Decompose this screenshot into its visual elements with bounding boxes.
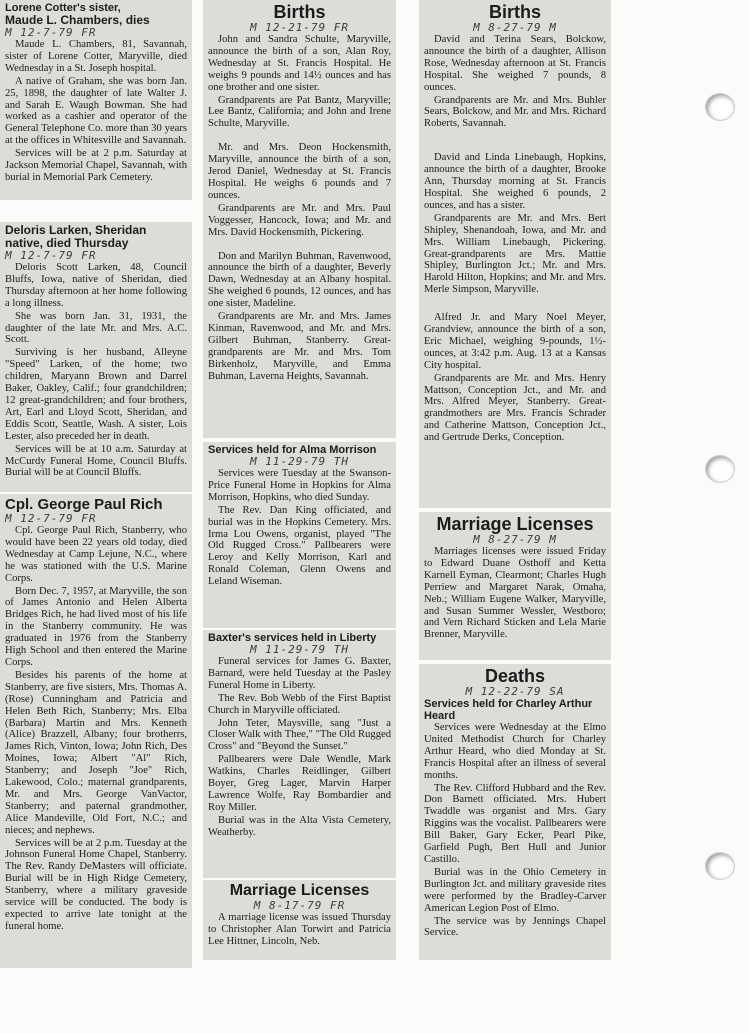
clipping-births-december — [203, 0, 396, 438]
paragraph: The service was by Jennings Chapel Service. — [424, 915, 606, 939]
clipping-headline: Baxter's services held in Liberty — [208, 632, 377, 644]
clipping-births-august — [419, 0, 611, 508]
paragraph: John and Sandra Schulte, Maryville, announce the birth of a son, Alan Roy, Wednesday at St. Francis Hospital. He weighs 9 pounds and 14½ ounces and has one brother and one sister. — [208, 34, 391, 93]
paragraph: David and Linda Linebaugh, Hopkins, announce the birth of a daughter, Brooke Ann, Thursday morning at St. Francis Hospital. She weighed 6 pounds, 2 ounces, and has a sister. — [424, 152, 606, 211]
paragraph: Services were Tuesday at the Swanson-Price Funeral Home in Hopkins for Alma Morrison, Hopkins, who died Sunday. — [208, 468, 391, 503]
clipping-headline: Marriage Licenses — [436, 514, 594, 534]
paragraph: Burial was in the Alta Vista Cemetery, Weatherby. — [208, 814, 391, 838]
paragraph: She was born Jan. 31, 1931, the daughter of the late Mr. and Mrs. A.C. Scott. — [5, 310, 187, 346]
clipping-headline: Maude L. Chambers, dies — [5, 13, 150, 27]
clipping-kicker: Lorene Cotter's sister, — [5, 2, 121, 14]
paragraph: Burial was in the Ohio Cemetery in Burlington Jct. and military graveside rites were performed by the Bradley-Carver American Legion Post of Elmo. — [424, 866, 606, 914]
clipping-rich-obituary — [0, 494, 192, 968]
paragraph: Besides his parents of the home at Stanberry, are five sisters, Mrs. Thomas A. (Rose) Cunningham and Patricia and Helen Beth Rich, Stanberry; Mrs. Elba (Barbara) Martin and Mrs. Kenneth (Alice) Brazzell, Albany; four brotherrs, James Rich, Vinton, Iowa; John Rich, Des Moines, Iowa; Albert "Al" Rich, Stanberry; and Joseph "Joe" Rich, Lakewood, Colo.; maternal grandparents, Mr. and Mrs. George VanVactor, Stanberry; and paternal grandmother, Alice Mandeville, Old Fort, N.C.; and nieces; and nephews. — [5, 669, 187, 836]
clipping-subheadline: Services held for Charley Arthur Heard — [424, 698, 593, 722]
clipping-headline: Cpl. George Paul Rich — [5, 496, 163, 513]
handwritten-date: M 12-7-79 FR — [5, 512, 97, 525]
paragraph: John Teter, Maysville, sang "Just a Closer Walk with Thee," "The Old Rugged Cross" and "Beyond the Sunset." — [208, 717, 391, 753]
handwritten-date: M 12-7-79 FR — [5, 249, 97, 262]
paragraph: Maude L. Chambers, 81, Savannah, sister of Lorene Cotter, Maryville, died Wednesday in a St. Joseph hospital. — [5, 39, 187, 74]
binder-hole-bottom — [705, 852, 735, 880]
paragraph: Services will be at 10 a.m. Saturday at McCurdy Funeral Home, Council Bluffs. Burial will be at Council Bluffs. — [5, 443, 187, 479]
paragraph: Grandparents are Mr. and Mrs. Buhler Sears, Bolckow, and Mr. and Mrs. Richard Roberts, Savannah. — [424, 94, 606, 130]
paragraph: David and Terina Sears, Bolckow, announce the birth of a daughter, Allison Rose, Wednesday afternoon at St. Francis Hospital. She weighed 7 pounds, 8 ounces. — [424, 34, 606, 93]
paragraph: Services will be at 2 p.m. Tuesday at the Johnson Funeral Home Chapel, Stanberry. The Rev. Randy DeMasters will officiate. Burial will be in High Ridge Cemetery, Stanberry, where a military graveside service will be conducted. The body is expected to arrive late tonight at the funeral home. — [5, 837, 187, 932]
paragraph: Born Dec. 7, 1957, at Maryville, the son of James Antonio and Helen Alberta Bridges Rich, he had lived most of his life in the Stanberry community. He was graduated in 1976 from the Stanberry High School and then entered the Marine Corps. — [5, 585, 187, 668]
paragraph: Grandparents are Pat Bantz, Maryville; Lee Bantz, California; and John and Irene Schulte, Maryville. — [208, 94, 391, 130]
clipping-headline: Marriage Licenses — [229, 882, 370, 899]
binder-hole-middle — [705, 455, 735, 483]
clipping-larken-obituary — [0, 222, 192, 492]
handwritten-date: M 8-27-79 M — [473, 533, 557, 546]
paragraph: Grandparents are Mr. and Mrs. Bert Shipley, Shenandoah, Iowa, and Mr. and Mrs. William Linebaugh, Pickering. Great-grandparents are Mrs. Mattie Shipley, Burlington Jct.; Mr. and Mrs. Harold Hilton, Hopkins; and Mr. and Mrs. Merle Simpson, Maryville. — [424, 212, 606, 296]
paragraph: The Rev. Clifford Hubbard and the Rev. Don Barnett officiated. Mrs. Hubert Twaddle was organist and Mrs. Gary Riggins was the vocalist. Pallbearers were Bill Baker, Gary Ecker, Pearl Pike, Garfield Pugh, Bert Hull and Junior Castillo. — [424, 782, 606, 865]
paragraph: Deloris Scott Larken, 48, Council Bluffs, Iowa, native of Sheridan, died Thursday afternoon at her home following a long illness. — [5, 262, 187, 309]
paragraph: Surviving is her husband, Alleyne "Speed" Larken, of the home; two children, Maryann Brown and Darrel Baker, Oakley, Calif.; four grandchildren; 12 great-grandchildren; and four brothers, Art, Earl and Lloyd Scott, Sheridan, and Eddis Scott, Seattle, Wash. A sister, Lois Lester, also preceded her in death. — [5, 347, 187, 442]
handwritten-date: M 11-29-79 TH — [249, 455, 350, 468]
handwritten-date: M 12-21-79 FR — [249, 21, 350, 34]
handwritten-date: M 8-27-79 M — [473, 21, 557, 34]
paragraph: Mr. and Mrs. Deon Hockensmith, Maryville, announce the birth of a son, Jerod Daniel, Wednesday at St. Francis Hospital. He weighs 6 pounds and 7 ounces. — [208, 142, 391, 201]
paragraph: The Rev. Bob Webb of the First Baptist Church in Maryville officiated. — [208, 692, 391, 716]
paragraph: Marriages licenses were issued Friday to Edward Duane Osthoff and Ketta Karnell Eyman, Clearmont; Charles Hugh Perriew and Margaret Narak, Omaha, Neb.; William Eugene Walker, Maryville, and Susan Summer Wessler, Westboro; and Vern Richard Sticken and Lela Marie Brenner, Maryville. — [424, 546, 606, 641]
clipping-headline: Deloris Larken, Sheridan native, died Thursday — [5, 223, 147, 250]
clipping-chambers-obituary — [0, 0, 192, 200]
clipping-headline: Births — [273, 2, 326, 22]
paragraph: Grandparents are Mr. and Mrs. James Kinman, Ravenwood, and Mr. and Mrs. Gilbert Buhman, Stanberry. Great-grandparents are Mr. and Mrs. Tom Birkenholz, Maryville, and Emma Buhman, Laverna Heights, Savannah. — [208, 311, 391, 382]
paragraph: A native of Graham, she was born Jan. 25, 1898, the daughter of late Walter J. and Sarah E. Waugh Bowman. She had worked as a cashier and operator of the General Telephone Co. more than 30 years at the offices in Whitesville and Savannah. — [5, 75, 187, 147]
paragraph: The Rev. Dan King officiated, and burial was in the Hopkins Cemetery. Mrs. Irma Lou Owens, organist, played "The Old Rugged Cross." Pallbearers were Leroy and Kelly Morrison, Karl and Ronald Coleman, Glenn Owens and Leland Wiseman. — [208, 504, 391, 588]
paragraph: A marriage license was issued Thursday to Christopher Alan Torwirt and Patricia Lee Hittner, Lincoln, Neb. — [208, 912, 391, 947]
clipping-headline: Services held for Alma Morrison — [208, 444, 377, 456]
paragraph: Services were Wednesday at the Elmo United Methodist Church for Charley Arthur Heard, who died Monday at St. Francis Hospital after an illness of several months. — [424, 722, 606, 781]
clipping-headline: Births — [488, 2, 541, 22]
clipping-marriage-licenses-august-17 — [203, 880, 396, 960]
handwritten-date: M 11-29-79 TH — [249, 643, 350, 656]
paragraph: Don and Marilyn Buhman, Ravenwood, announce the birth of a daughter, Beverly Dawn, Wednesday at an Albany hospital. She weighed 6 pounds, 12 ounces, and has one sister, Madeline. — [208, 250, 391, 310]
paragraph: Grandparents are Mr. and Mrs. Henry Mattson, Conception Jct., and Mr. and Mrs. Alfred Meyer, Stanberry. Great-grandmothers are Mrs. Francis Schrader and Catherine Mattson, Conception Jct., and Gertrude Derks, Conception. — [424, 372, 606, 444]
paragraph: Grandparents are Mr. and Mrs. Paul Voggesser, Hancock, Iowa; and Mr. and Mrs. David Hockensmith, Pickering. — [208, 202, 391, 238]
paragraph: Cpl. George Paul Rich, Stanberry, who would have been 22 years old today, died Wednesday at Camp Lejune, N.C., where he was stationed with the U.S. Marine Corps. — [5, 525, 187, 584]
clipping-baxter-services — [203, 630, 396, 878]
clipping-headline: Deaths — [484, 666, 546, 686]
handwritten-date: M 12-7-79 FR — [5, 26, 97, 39]
paragraph: Pallbearers were Dale Wendle, Mark Watkins, Charles Reidlinger, Gilbert Boyer, Greg Lager, Marvin Harper Lawrence Wolfe, Ray Bombardier and Roy Miller. — [208, 754, 391, 813]
clipping-deaths-heard — [419, 664, 611, 960]
handwritten-date: M 8-17-79 FR — [253, 899, 346, 912]
paragraph: Alfred Jr. and Mary Noel Meyer, Grandview, announce the birth of a son, Eric Michael, weighing 9-pounds, 1½-ounces, at 3:42 p.m. Aug. 13 at a Kansas City hospital. — [424, 312, 606, 371]
handwritten-date: M 12-22-79 SA — [465, 685, 565, 698]
clipping-marriage-licenses-august-27 — [419, 512, 611, 660]
paragraph: Services will be at 2 p.m. Saturday at Jackson Memorial Chapel, Savannah, with burial in Memorial Park Cemetery. — [5, 148, 187, 183]
binder-hole-top — [705, 93, 735, 121]
paragraph: Funeral services for James G. Baxter, Barnard, were held Tuesday at the Pasley Funeral Home in Liberty. — [208, 656, 391, 691]
clipping-morrison-services — [203, 442, 396, 628]
